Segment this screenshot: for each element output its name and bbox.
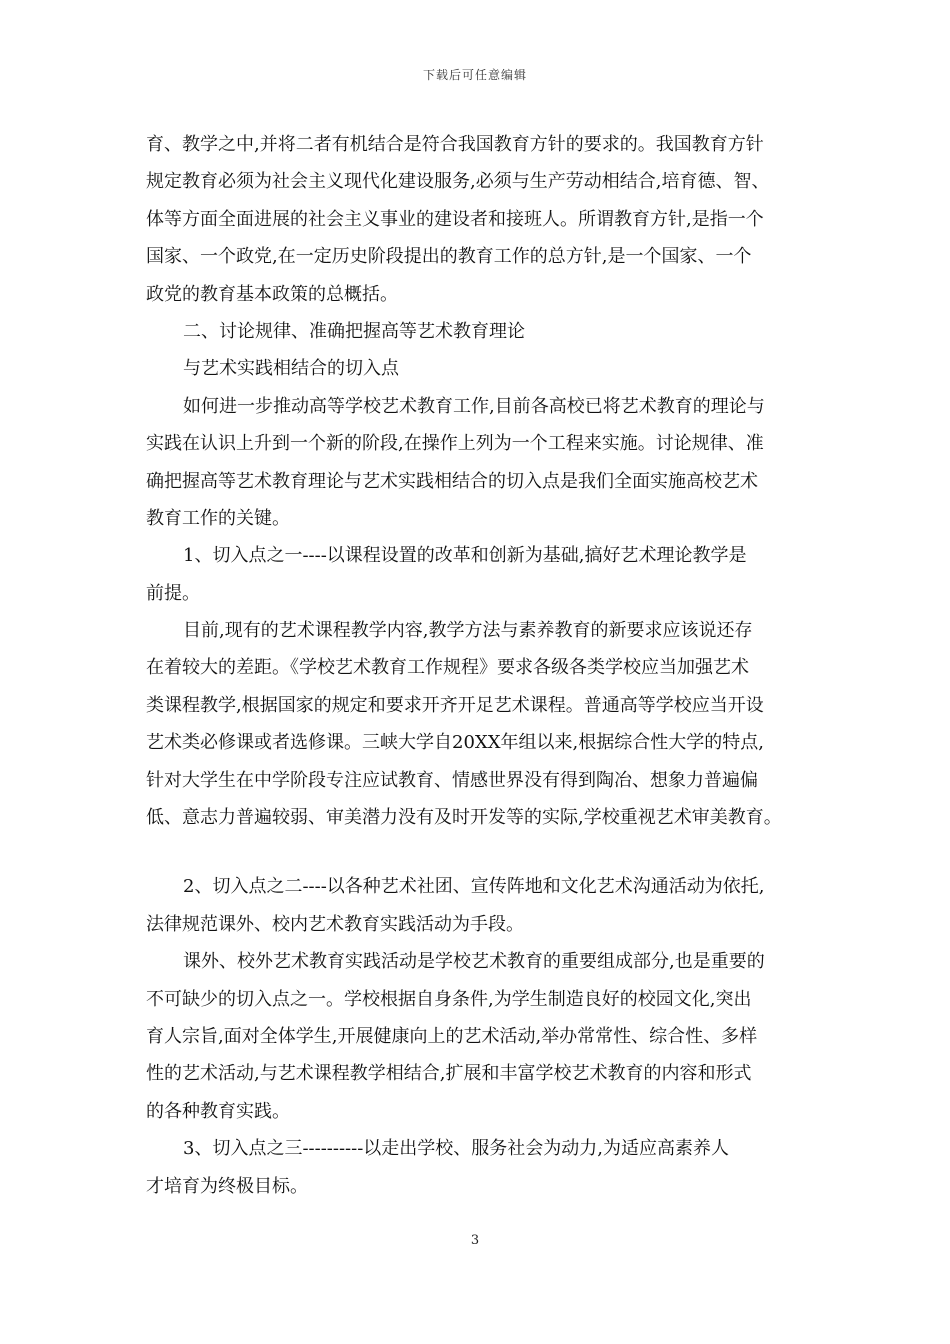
text-line: 类课程教学,根据国家的规定和要求开齐开足艺术课程。普通高等学校应当开设 <box>146 694 764 716</box>
text-line: 确把握高等艺术教育理论与艺术实践相结合的切入点是我们全面实施高校艺术 <box>146 470 758 492</box>
point-heading: 3、切入点之三----------以走出学校、服务社会为动力,为适应高素养人 <box>183 1138 729 1160</box>
page-number: 3 <box>470 1233 480 1248</box>
point-heading: 2、切入点之二----以各种艺术社团、宣传阵地和文化艺术沟通活动为依托, <box>183 876 765 898</box>
text-line: 育人宗旨,面对全体学生,开展健康向上的艺术活动,举办常常性、综合性、多样 <box>146 1025 758 1047</box>
point-heading: 才培育为终极目标。 <box>146 1175 308 1197</box>
section-heading: 与艺术实践相结合的切入点 <box>183 358 399 380</box>
paragraph-gap <box>146 836 810 868</box>
text-line: 体等方面全面进展的社会主义事业的建设者和接班人。所谓教育方针,是指一个 <box>146 208 764 230</box>
text-line: 目前,现有的艺术课程教学内容,教学方法与素养教育的新要求应该说还存 <box>183 620 753 642</box>
text-line: 艺术类必修课或者选修课。三峡大学自20XX年组以来,根据综合性大学的特点, <box>146 732 764 754</box>
text-line: 低、意志力普遍较弱、审美潜力没有及时开发等的实际,学校重视艺术审美教育。 <box>146 807 782 829</box>
point-heading: 前提。 <box>146 582 200 604</box>
body-text <box>146 126 810 1205</box>
text-line: 针对大学生在中学阶段专注应试教育、情感世界没有得到陶冶、想象力普遍偏 <box>146 769 758 791</box>
point-heading: 法律规范课外、校内艺术教育实践活动为手段。 <box>146 913 524 935</box>
text-line: 的各种教育实践。 <box>146 1100 290 1122</box>
text-line: 不可缺少的切入点之一。学校根据自身条件,为学生制造良好的校园文化,突出 <box>146 988 752 1010</box>
header-note: 下载后可任意编辑 <box>422 68 527 82</box>
text-line: 育、教学之中,并将二者有机结合是符合我国教育方针的要求的。我国教育方针 <box>146 134 764 155</box>
point-heading: 1、切入点之一----以课程设置的改革和创新为基础,搞好艺术理论教学是 <box>183 545 747 567</box>
text-line: 如何进一步推动高等学校艺术教育工作,目前各高校已将艺术教育的理论与 <box>183 395 765 417</box>
text-line: 课外、校外艺术教育实践活动是学校艺术教育的重要组成部分,也是重要的 <box>183 951 765 973</box>
text-line: 政党的教育基本政策的总概括。 <box>146 283 398 305</box>
text-line: 国家、一个政党,在一定历史阶段提出的教育工作的总方针,是一个国家、一个 <box>146 246 752 268</box>
section-heading: 二、讨论规律、准确把握高等艺术教育理论 <box>183 320 525 342</box>
text-line: 实践在认识上升到一个新的阶段,在操作上列为一个工程来实施。讨论规律、准 <box>146 433 764 455</box>
text-line: 教育工作的关键。 <box>146 507 290 529</box>
text-line: 规定教育必须为社会主义现代化建设服务,必须与生产劳动相结合,培育德、智、 <box>146 171 770 193</box>
text-line: 性的艺术活动,与艺术课程教学相结合,扩展和丰富学校艺术教育的内容和形式 <box>146 1063 752 1085</box>
text-line: 在着较大的差距。《学校艺术教育工作规程》要求各级各类学校应当加强艺术 <box>146 657 749 679</box>
